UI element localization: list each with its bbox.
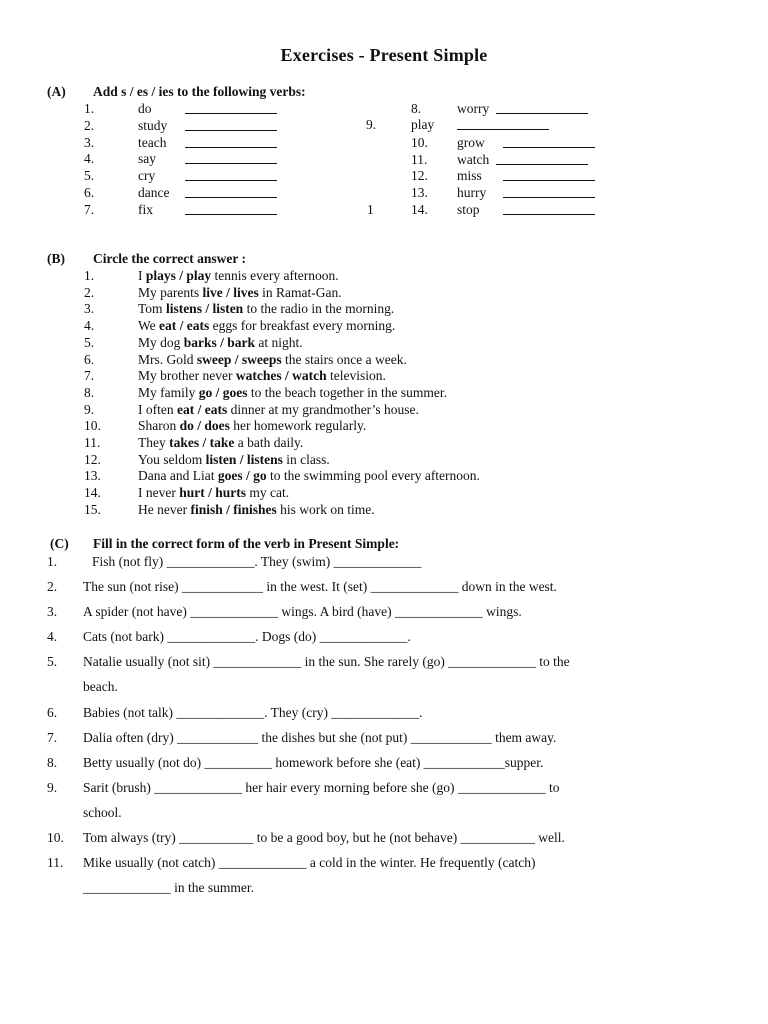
question-number: 1. [84, 268, 95, 283]
question-number: 14. [84, 485, 101, 501]
sentence-end: a bath daily. [234, 435, 304, 450]
sentence [138, 335, 303, 351]
sentence-end: television. [326, 368, 386, 384]
verb-item-word: teach [138, 134, 167, 150]
question-number: 3. [47, 604, 58, 619]
sentence [138, 268, 339, 284]
question-number: 7. [47, 730, 58, 745]
fill-in-sentence: beach. [83, 679, 118, 694]
verb-answer-blank [457, 117, 549, 134]
verb-item-number: 14. [411, 202, 428, 217]
blank-line [185, 168, 277, 181]
section-c-heading: Fill in the correct form of the verb in Present Simple: [93, 536, 400, 551]
question-number: 8. [47, 755, 58, 770]
verb-item-word: watch [457, 152, 490, 167]
verb-answer-blank [185, 151, 277, 168]
sentence [138, 285, 342, 301]
sentence-end: his work on time. [276, 501, 375, 517]
question-number: 9. [84, 401, 95, 417]
sentence-start: My parents [138, 284, 203, 300]
question-number: 2. [84, 284, 95, 300]
blank-line [503, 168, 595, 181]
verb-item-number: 7. [84, 201, 95, 217]
verb-item-number: 11. [411, 152, 428, 167]
sentence-start: Mrs. Gold [138, 351, 197, 367]
verb-item-number: 3. [84, 134, 95, 150]
sentence-start: My brother never [138, 368, 236, 384]
blank-line [503, 135, 595, 148]
blank-line [185, 135, 277, 148]
sentence-end: to the radio in the morning. [243, 301, 395, 317]
fill-in-sentence: Dalia often (dry) ____________ the dishes but she (not put) ____________ them away. [83, 730, 557, 745]
fill-in-sentence: Fish (not fly) _____________. They (swim) _____________ [92, 554, 422, 569]
question-number: 11. [47, 855, 64, 870]
verb-answer-blank [503, 202, 595, 219]
sentence-start: My family [138, 384, 199, 400]
verb-item-number: 12. [411, 168, 428, 183]
verb-item-number: 8. [411, 101, 422, 116]
blank-line [496, 101, 588, 114]
verb-item-word: grow [457, 135, 485, 150]
verb-item-word: stop [457, 202, 480, 217]
question-number: 5. [84, 334, 95, 350]
section-c-letter: (C) [50, 536, 69, 551]
blank-line [185, 185, 277, 198]
verb-item-word: hurry [457, 185, 487, 200]
sentence-start: They [138, 435, 170, 450]
question-number: 13. [84, 468, 101, 484]
question-number: 8. [84, 384, 95, 400]
verb-item-number: 2. [84, 117, 95, 133]
fill-in-sentence: The sun (not rise) ____________ in the west. It (set) _____________ down in the west. [83, 579, 557, 594]
question-number: 9. [47, 780, 58, 795]
answer-options: live / lives [202, 284, 259, 300]
question-number: 7. [84, 368, 95, 384]
sentence-end: in class. [282, 451, 330, 467]
question-number: 6. [47, 705, 58, 720]
question-number: 6. [84, 351, 95, 367]
blank-line [503, 202, 595, 215]
fill-in-sentence: A spider (not have) _____________ wings. A bird (have) _____________ wings. [83, 604, 522, 619]
answer-options: eat / eats [159, 318, 210, 334]
blank-line [496, 152, 588, 165]
verb-answer-blank [185, 135, 277, 152]
verb-item-number: 4. [84, 151, 95, 167]
verb-answer-blank [185, 185, 277, 202]
answer-options: sweep / sweeps [196, 351, 282, 367]
sentence-end: tennis every afternoon. [211, 268, 339, 283]
verb-item-word: say [138, 151, 156, 167]
blank-line [185, 101, 277, 114]
verb-item-number: 13. [411, 185, 428, 200]
sentence [138, 468, 480, 484]
question-number: 11. [84, 435, 101, 450]
fill-in-sentence: school. [83, 805, 122, 820]
fill-in-sentence: Natalie usually (not sit) _____________ in the sun. She rarely (go) _____________ to the [83, 654, 570, 669]
sentence-end: at night. [255, 334, 303, 350]
sentence-start: We [138, 318, 160, 334]
fill-in-sentence: _____________ in the summer. [83, 880, 254, 895]
question-number: 1. [47, 554, 58, 569]
page-title: Exercises - Present Simple [280, 45, 488, 65]
section-a-heading: Add s / es / ies to the following verbs: [93, 84, 306, 99]
question-number: 5. [47, 654, 58, 669]
verb-answer-blank [185, 118, 277, 135]
blank-line [185, 202, 277, 215]
verb-item-word: dance [138, 185, 170, 200]
sentence-end: her homework regularly. [229, 418, 367, 434]
sentence [138, 385, 447, 401]
sentence-start: My dog [138, 334, 184, 350]
blank-line [503, 185, 595, 198]
answer-options: eat / eats [176, 401, 228, 417]
verb-answer-blank [496, 152, 588, 169]
question-number: 2. [47, 579, 58, 594]
verb-item-number: 1. [84, 101, 95, 116]
sentence [138, 452, 330, 468]
sentence [138, 318, 395, 334]
answer-options: hurt / hurts [179, 485, 246, 501]
verb-answer-blank [503, 135, 595, 152]
question-number: 3. [84, 301, 95, 317]
verb-answer-blank [503, 168, 595, 185]
verb-item-number: 5. [84, 168, 95, 184]
verb-item-number: 10. [411, 135, 428, 150]
answer-options: listen / listens [205, 451, 283, 467]
verb-item-word: play [411, 117, 435, 132]
answer-options: do / does [179, 418, 230, 434]
sentence-start: Dana and Liat [138, 468, 218, 484]
verb-answer-blank [185, 168, 277, 185]
sentence-start: You seldom [138, 451, 206, 467]
fill-in-sentence: Mike usually (not catch) _____________ a cold in the winter. He frequently (catch) [83, 855, 536, 870]
sentence-end: eggs for breakfast every morning. [209, 318, 396, 334]
verb-answer-blank [503, 185, 595, 202]
sentence [138, 368, 386, 384]
blank-line [185, 151, 277, 164]
sentence [138, 418, 366, 434]
section-a-letter: (A) [47, 84, 66, 99]
answer-options: takes / take [169, 435, 235, 450]
verb-item-number: 9. [366, 117, 377, 132]
sentence [138, 435, 303, 451]
question-number: 15. [84, 501, 101, 517]
verb-answer-blank [185, 202, 277, 219]
verb-item-number: 6. [84, 185, 95, 200]
answer-options: go / goes [198, 384, 248, 400]
sentence-start: I [138, 268, 146, 283]
question-number: 12. [84, 451, 101, 467]
answer-options: goes / go [217, 468, 267, 484]
sentence-end: my cat. [246, 485, 290, 501]
question-number: 10. [47, 830, 64, 845]
verb-item-word: study [138, 117, 168, 133]
verb-item-word: cry [138, 168, 156, 184]
answer-options: finish / finishes [190, 501, 277, 517]
sentence-start: He never [138, 501, 191, 517]
fill-in-sentence: Sarit (brush) _____________ her hair every morning before she (go) _____________ to [83, 780, 560, 795]
answer-options: listens / listen [165, 301, 244, 317]
verb-item-word: worry [457, 101, 490, 116]
verb-item-word: fix [138, 201, 153, 217]
verb-answer-blank [185, 101, 277, 118]
sentence-end: dinner at my grandmother’s house. [227, 401, 419, 417]
section-b-letter: (B) [47, 251, 65, 266]
sentence-end: the stairs once a week. [281, 351, 407, 367]
sentence-start: I often [138, 401, 177, 417]
answer-options: watches / watch [235, 368, 327, 384]
question-number: 4. [47, 629, 58, 644]
sentence [138, 301, 394, 317]
question-number: 4. [84, 318, 95, 334]
sentence-end: in Ramat-Gan. [258, 284, 342, 300]
question-number: 10. [84, 418, 101, 434]
stray-mark: 1 [367, 202, 374, 217]
verb-item-word: do [138, 101, 152, 116]
blank-line [185, 118, 277, 131]
sentence-start: I never [138, 485, 180, 501]
sentence [138, 352, 407, 368]
answer-options: plays / play [145, 268, 212, 283]
sentence-start: Tom [138, 301, 166, 317]
fill-in-sentence: Betty usually (not do) __________ homework before she (eat) ____________supper. [83, 755, 544, 770]
sentence [138, 502, 375, 518]
sentence-end: to the swimming pool every afternoon. [266, 468, 480, 484]
answer-options: barks / bark [183, 334, 256, 350]
fill-in-sentence: Babies (not talk) _____________. They (cry) _____________. [83, 705, 423, 720]
sentence [138, 402, 419, 418]
sentence-end: to the beach together in the summer. [247, 384, 447, 400]
fill-in-sentence: Tom always (try) ___________ to be a good boy, but he (not behave) ___________ well. [83, 830, 565, 845]
sentence-start: Sharon [138, 418, 180, 434]
section-b-heading: Circle the correct answer : [93, 251, 246, 266]
fill-in-sentence: Cats (not bark) _____________. Dogs (do) _____________. [83, 629, 411, 644]
verb-item-word: miss [457, 168, 482, 183]
sentence [138, 485, 289, 501]
verb-answer-blank [496, 101, 588, 118]
